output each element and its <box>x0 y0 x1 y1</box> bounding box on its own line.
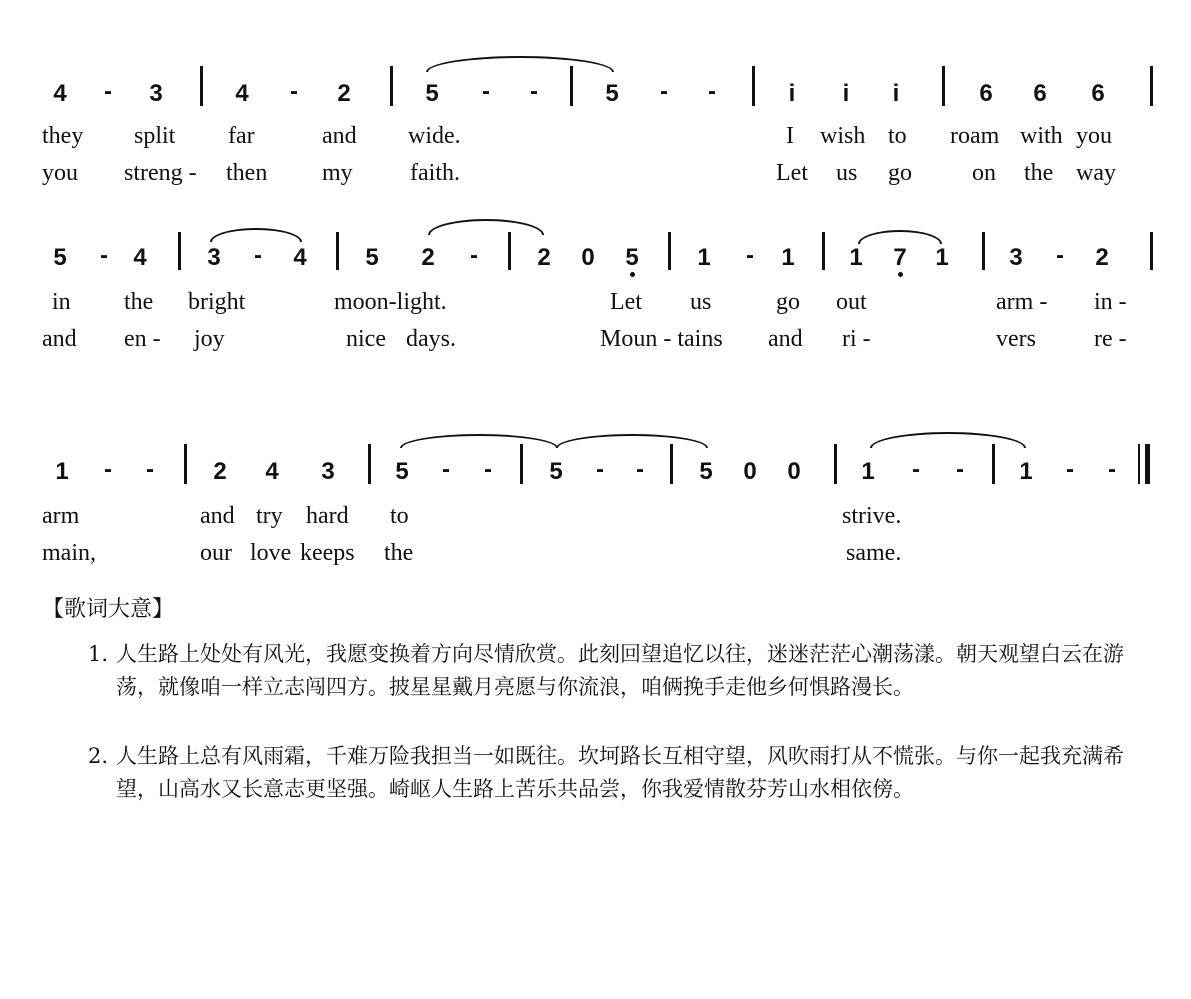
note: 3 <box>1009 244 1023 271</box>
note: - <box>146 456 154 483</box>
lyric: vers <box>996 326 1036 352</box>
note: 0 <box>581 244 595 271</box>
note: 3 <box>321 458 335 485</box>
lyric: joy <box>194 326 225 352</box>
barline <box>992 444 995 484</box>
meaning-item-2 <box>88 740 1148 806</box>
note: - <box>442 456 450 483</box>
note: 0 <box>787 458 801 485</box>
barline <box>390 66 393 106</box>
lyric: nice <box>346 326 386 352</box>
barline <box>668 232 671 270</box>
lyric: wish <box>820 123 866 149</box>
lyric: same. <box>846 540 902 566</box>
tie <box>428 219 544 235</box>
lyric: arm - <box>996 289 1048 315</box>
note: 3 <box>207 244 221 271</box>
note: - <box>912 456 920 483</box>
note: 6 <box>979 80 993 107</box>
note: - <box>1066 456 1074 483</box>
note: - <box>708 78 716 105</box>
lyric: and <box>42 326 77 352</box>
lyric: love <box>250 540 292 566</box>
note: 2 <box>421 244 435 271</box>
item-number: 1. <box>88 642 109 666</box>
lyric: the <box>124 289 154 315</box>
note: 5 <box>365 244 379 271</box>
note: 0 <box>743 458 757 485</box>
note: - <box>290 78 298 105</box>
tie <box>870 432 1026 448</box>
barline <box>184 444 187 484</box>
lyric: days. <box>406 326 456 352</box>
lyric: arm <box>42 503 80 529</box>
barline <box>752 66 755 106</box>
note: - <box>104 456 112 483</box>
barline <box>336 232 339 270</box>
lyric: and <box>768 326 803 352</box>
lyric: out <box>836 289 867 315</box>
note: 1 <box>849 244 863 271</box>
barline <box>1150 66 1153 106</box>
note: 1 <box>697 244 711 271</box>
lyric: go <box>888 160 912 186</box>
lyric: go <box>776 289 800 315</box>
lyric: on <box>972 160 996 186</box>
note: 2 <box>213 458 227 485</box>
lyric: us <box>836 160 858 186</box>
final-barline-thin <box>1138 444 1140 484</box>
lyric: I <box>786 123 794 149</box>
lyric: to <box>390 503 409 529</box>
lyric: hard <box>306 503 349 529</box>
note: 4 <box>133 244 147 271</box>
lyric: roam <box>950 123 1000 149</box>
tie <box>556 434 708 448</box>
note: 2 <box>1095 244 1109 271</box>
lyric: en - <box>124 326 161 352</box>
note: 4 <box>265 458 279 485</box>
barline <box>1150 232 1153 270</box>
lyric: and <box>322 123 357 149</box>
note: - <box>482 78 490 105</box>
lyric: and <box>200 503 235 529</box>
note: - <box>484 456 492 483</box>
lyric: Moun - tains <box>600 326 723 352</box>
lyric: the <box>1024 160 1054 186</box>
barline <box>520 444 523 484</box>
lyric: faith. <box>410 160 460 186</box>
note: 3 <box>149 80 163 107</box>
note: 4 <box>293 244 307 271</box>
note: 4 <box>235 80 249 107</box>
lyric: keeps <box>300 540 355 566</box>
lyric: try <box>256 503 283 529</box>
final-barline-thick <box>1145 444 1150 484</box>
note: - <box>956 456 964 483</box>
note: i <box>788 80 796 107</box>
lyric: in - <box>1094 289 1127 315</box>
lyric: you <box>42 160 78 186</box>
lyric: strive. <box>842 503 902 529</box>
note: 6 <box>1091 80 1105 107</box>
lyric: in <box>52 289 71 315</box>
note: 7 <box>893 244 907 271</box>
note: 1 <box>935 244 949 271</box>
note: i <box>892 80 900 107</box>
note: - <box>1056 242 1064 269</box>
barline <box>368 444 371 484</box>
note: 1 <box>781 244 795 271</box>
note: - <box>1108 456 1116 483</box>
note: - <box>530 78 538 105</box>
note: - <box>660 78 668 105</box>
item-number: 2. <box>88 744 109 768</box>
barline <box>178 232 181 270</box>
tie <box>400 434 558 448</box>
lyric: ri - <box>842 326 871 352</box>
note: 5 <box>625 244 639 271</box>
note: - <box>104 78 112 105</box>
barline <box>200 66 203 106</box>
tie <box>858 230 942 244</box>
note: 5 <box>425 80 439 107</box>
note: - <box>470 242 478 269</box>
lyric: way <box>1076 160 1116 186</box>
barline <box>942 66 945 106</box>
note: 2 <box>537 244 551 271</box>
barline <box>508 232 511 270</box>
lyric: bright <box>188 289 246 315</box>
note: 4 <box>53 80 67 107</box>
barline <box>982 232 985 270</box>
lyric: moon-light. <box>334 289 447 315</box>
note: 5 <box>395 458 409 485</box>
lyric: then <box>226 160 268 186</box>
lyric: us <box>690 289 712 315</box>
item-text: 人生路上处处有风光，我愿变换着方向尽情欣赏。此刻回望追忆以往，迷迷茫茫心潮荡漾。朝天观望白云在游荡，就像咱一样立志闯四方。披星星戴月亮愿与你流浪，咱俩挽手走他乡何惧路漫长。 <box>116 642 1124 699</box>
note: - <box>100 242 108 269</box>
lyric: you <box>1076 123 1112 149</box>
lyric: Let <box>610 289 642 315</box>
note: - <box>746 242 754 269</box>
barline <box>834 444 837 484</box>
lyric: to <box>888 123 907 149</box>
lyric: our <box>200 540 232 566</box>
note: i <box>842 80 850 107</box>
lower-octave-dot <box>898 272 903 277</box>
tie <box>426 56 614 72</box>
item-text: 人生路上总有风雨霜，千难万险我担当一如既往。坎坷路长互相守望，风吹雨打从不慌张。与你一起我充满希望，山高水又长意志更坚强。崎岖人生路上苦乐共品尝，你我爱情散芬芳山水相依傍。 <box>116 744 1124 801</box>
note: 2 <box>337 80 351 107</box>
note: 5 <box>549 458 563 485</box>
lyric: wide. <box>408 123 461 149</box>
note: 6 <box>1033 80 1047 107</box>
lyric: split <box>134 123 176 149</box>
note: 1 <box>861 458 875 485</box>
note: 5 <box>699 458 713 485</box>
lyric: my <box>322 160 353 186</box>
note: - <box>636 456 644 483</box>
tie <box>210 228 302 242</box>
lyric: Let <box>776 160 808 186</box>
lower-octave-dot <box>630 272 635 277</box>
barline <box>822 232 825 270</box>
note: 1 <box>55 458 69 485</box>
lyric: far <box>228 123 255 149</box>
note: - <box>254 242 262 269</box>
lyric: streng - <box>124 160 197 186</box>
lyric: they <box>42 123 84 149</box>
meaning-item-1 <box>88 638 1148 704</box>
note: - <box>596 456 604 483</box>
note: 1 <box>1019 458 1033 485</box>
lyric: with <box>1020 123 1063 149</box>
lyric: main, <box>42 540 96 566</box>
barline <box>670 444 673 484</box>
note: 5 <box>605 80 619 107</box>
barline <box>570 66 573 106</box>
note: 5 <box>53 244 67 271</box>
lyric: the <box>384 540 414 566</box>
lyric: re - <box>1094 326 1127 352</box>
meaning-heading: 【歌词大意】 <box>42 597 175 622</box>
